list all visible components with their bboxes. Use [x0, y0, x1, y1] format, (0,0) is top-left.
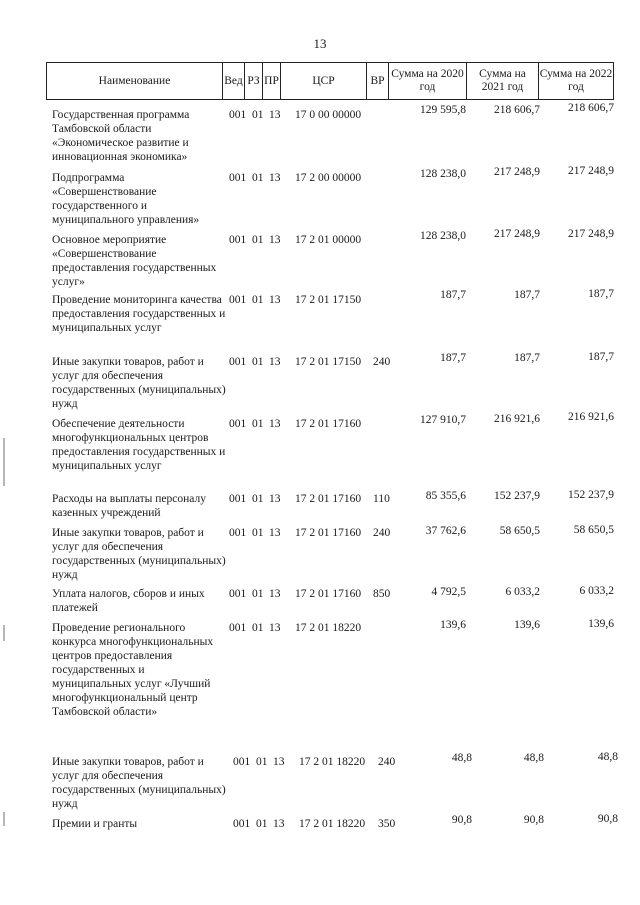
row-rz: 01	[252, 234, 264, 246]
header-sum-2020: Сумма на 2020 год	[389, 63, 467, 99]
row-pr: 13	[273, 818, 285, 830]
header-sum-2021: Сумма на 2021 год	[467, 63, 539, 99]
row-rz: 01	[252, 588, 264, 600]
row-name: Иные закупки товаров, работ и услуг для обеспечения государственных (муниципальных) нужд	[52, 756, 226, 810]
row-sum-2022: 90,8	[597, 813, 618, 825]
row-sum-2021: 216 921,6	[494, 413, 540, 425]
row-sum-2020: 127 910,7	[420, 414, 466, 426]
row-name: Иные закупки товаров, работ и услуг для обеспечения государственных (муниципальных) нужд	[52, 356, 226, 410]
row-vr: 850	[373, 588, 391, 600]
row-pr: 13	[269, 109, 281, 121]
row-csr: 17 2 01 00000	[295, 234, 362, 246]
row-sum-2022: 48,8	[597, 751, 618, 763]
row-rz: 01	[252, 418, 264, 430]
row-csr: 17 2 01 17160	[295, 527, 362, 539]
row-sum-2022: 187,7	[588, 351, 614, 363]
row-sum-2021: 217 248,9	[494, 228, 540, 240]
row-name: Уплата налогов, сборов и иных платежей	[52, 588, 205, 614]
row-sum-2020: 139,6	[440, 619, 466, 631]
row-name: Государственная программа Тамбовской области «Экономическое развитие и инновационная экономика»	[52, 109, 190, 163]
row-pr: 13	[269, 294, 281, 306]
row-sum-2020: 37 762,6	[425, 525, 466, 537]
row-name: Проведение регионального конкурса многофункциональных центров предоставления государственных и муниципальных услуг «Лучший многофункциональный центр Тамбовской области»	[52, 622, 214, 718]
row-sum-2021: 217 248,9	[494, 166, 540, 178]
row-sum-2021: 48,8	[523, 752, 544, 764]
row-ved: 001	[233, 756, 251, 768]
row-sum-2020: 128 238,0	[420, 230, 466, 242]
row-ved: 001	[229, 527, 247, 539]
row-sum-2020: 90,8	[451, 814, 472, 826]
row-csr: 17 2 01 17160	[295, 493, 362, 505]
scan-edge-mark	[3, 625, 5, 641]
row-sum-2020: 187,7	[440, 352, 466, 364]
row-sum-2022: 216 921,6	[568, 411, 614, 423]
row-pr: 13	[269, 493, 281, 505]
header-pr: ПР	[263, 63, 281, 99]
row-name: Расходы на выплаты персоналу казенных учреждений	[52, 493, 206, 519]
row-rz: 01	[252, 356, 264, 368]
row-rz: 01	[256, 818, 268, 830]
row-ved: 001	[229, 356, 247, 368]
row-name: Проведение мониторинга качества предоставления государственных и муниципальных услуг	[52, 294, 226, 334]
row-csr: 17 2 01 17150	[295, 356, 362, 368]
row-csr: 17 2 01 18220	[299, 756, 366, 768]
row-sum-2021: 58 650,5	[499, 525, 540, 537]
row-ved: 001	[229, 109, 247, 121]
row-sum-2022: 139,6	[588, 618, 614, 630]
row-ved: 001	[229, 234, 247, 246]
row-vr: 240	[378, 756, 396, 768]
row-pr: 13	[269, 172, 281, 184]
row-pr: 13	[269, 418, 281, 430]
row-rz: 01	[252, 172, 264, 184]
row-ved: 001	[229, 493, 247, 505]
row-sum-2021: 6 033,2	[505, 586, 540, 598]
row-ved: 001	[233, 818, 251, 830]
row-vr: 240	[373, 527, 391, 539]
row-ved: 001	[229, 622, 247, 634]
row-sum-2022: 217 248,9	[568, 165, 614, 177]
row-sum-2021: 187,7	[514, 289, 540, 301]
row-vr: 110	[373, 493, 390, 505]
row-csr: 17 2 01 17160	[295, 588, 362, 600]
row-rz: 01	[252, 109, 264, 121]
row-rz: 01	[252, 294, 264, 306]
row-sum-2020: 129 595,8	[420, 104, 466, 116]
page-number: 13	[313, 36, 327, 51]
row-sum-2020: 187,7	[440, 289, 466, 301]
header-name: Наименование	[47, 63, 223, 99]
row-name: Иные закупки товаров, работ и услуг для обеспечения государственных (муниципальных) нужд	[52, 527, 226, 581]
row-csr: 17 2 00 00000	[295, 172, 362, 184]
header-rz: РЗ	[245, 63, 263, 99]
row-sum-2022: 218 606,7	[568, 102, 614, 114]
row-sum-2022: 58 650,5	[573, 524, 614, 536]
row-pr: 13	[269, 622, 281, 634]
row-sum-2020: 128 238,0	[420, 168, 466, 180]
row-rz: 01	[256, 756, 268, 768]
scan-edge-mark	[3, 438, 5, 486]
header-csr: ЦСР	[281, 63, 367, 99]
row-ved: 001	[229, 418, 247, 430]
row-name: Премии и гранты	[52, 818, 138, 830]
row-sum-2020: 4 792,5	[431, 586, 466, 598]
row-name: Основное мероприятие «Совершенствование предоставления государственных услуг»	[52, 234, 217, 288]
row-sum-2021: 152 237,9	[494, 490, 540, 502]
row-sum-2020: 48,8	[451, 752, 472, 764]
header-vr: ВР	[367, 63, 389, 99]
row-sum-2020: 85 355,6	[425, 490, 466, 502]
row-sum-2021: 187,7	[514, 352, 540, 364]
row-csr: 17 2 01 17160	[295, 418, 362, 430]
row-ved: 001	[229, 172, 247, 184]
row-csr: 17 2 01 18220	[299, 818, 366, 830]
row-ved: 001	[229, 588, 247, 600]
header-sum-2022: Сумма на 2022 год	[539, 68, 613, 93]
row-pr: 13	[269, 588, 281, 600]
row-csr: 17 2 01 17150	[295, 294, 362, 306]
row-sum-2022: 217 248,9	[568, 228, 614, 240]
row-pr: 13	[269, 356, 281, 368]
row-sum-2021: 218 606,7	[494, 104, 540, 116]
row-csr: 17 2 01 18220	[295, 622, 362, 634]
row-rz: 01	[252, 622, 264, 634]
row-ved: 001	[229, 294, 247, 306]
row-sum-2022: 187,7	[588, 288, 614, 300]
row-rz: 01	[252, 493, 264, 505]
row-csr: 17 0 00 00000	[295, 109, 362, 121]
row-pr: 13	[273, 756, 285, 768]
row-vr: 350	[378, 818, 396, 830]
row-sum-2022: 152 237,9	[568, 489, 614, 501]
row-pr: 13	[269, 527, 281, 539]
row-sum-2022: 6 033,2	[579, 585, 614, 597]
header-ved: Вед	[223, 63, 245, 99]
scan-edge-mark	[3, 812, 5, 826]
row-vr: 240	[373, 356, 391, 368]
row-name: Подпрограмма «Совершенствование государственного и муниципального управления»	[52, 172, 200, 226]
row-sum-2021: 139,6	[514, 619, 540, 631]
row-name: Обеспечение деятельности многофункциональных центров предоставления государственных и муниципальных услуг	[52, 418, 226, 472]
row-rz: 01	[252, 527, 264, 539]
row-sum-2021: 90,8	[523, 814, 544, 826]
row-pr: 13	[269, 234, 281, 246]
